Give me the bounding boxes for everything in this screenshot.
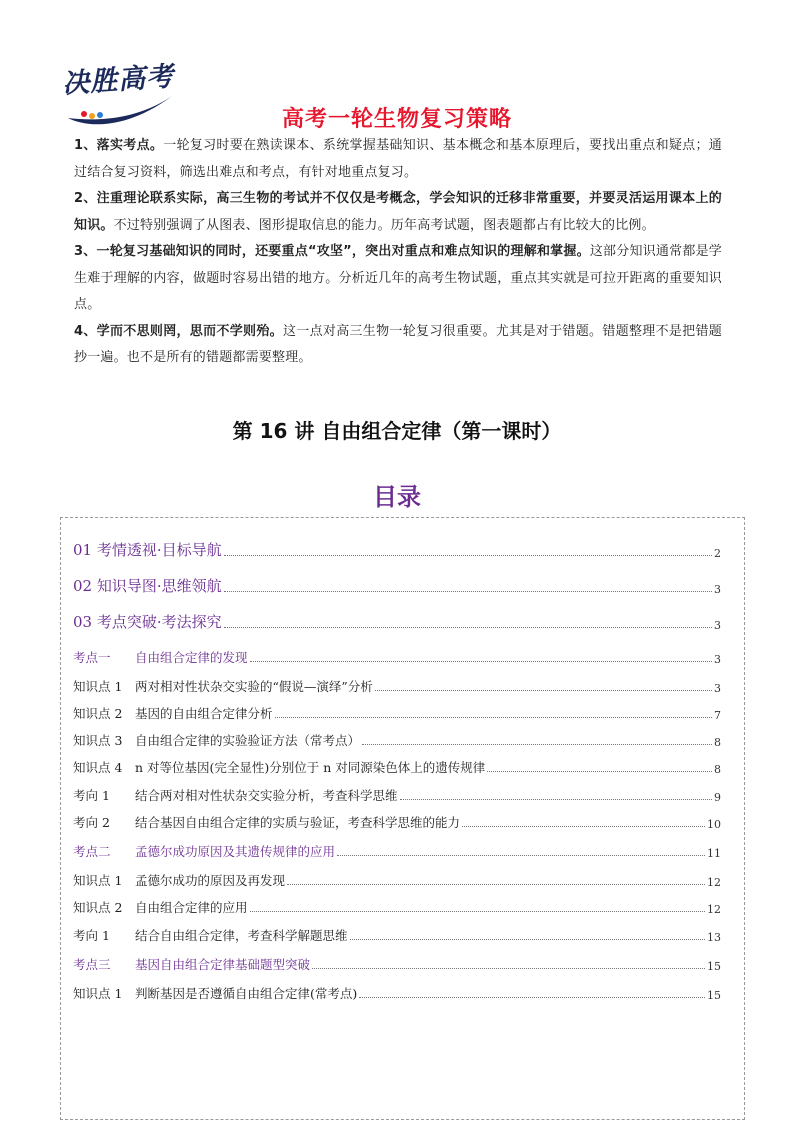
toc-leader-dots: [337, 855, 705, 856]
toc-entry-direction[interactable]: [73, 786, 721, 804]
toc-entry-knowledge[interactable]: [73, 731, 721, 749]
toc-leader-dots: [224, 591, 712, 592]
toc-entry-section[interactable]: [73, 575, 721, 596]
toc-entry-page: 3: [714, 653, 721, 666]
toc-entry-text: 孟德尔成功的原因及再发现: [135, 873, 286, 888]
toc-entry-label: [73, 758, 485, 776]
toc-entry-section[interactable]: [73, 611, 721, 632]
strategy-section: [74, 133, 722, 372]
toc-entry-knowledge[interactable]: [73, 871, 721, 889]
toc-entry-prefix: 考向 2: [73, 815, 110, 830]
toc-entry-page: 2: [714, 547, 721, 560]
toc-entry-text: 结合两对相对性状杂交实验分析，考查科学思维: [135, 788, 398, 803]
toc-entry-page: 3: [714, 682, 721, 695]
toc-entry-label: [73, 898, 248, 916]
toc-entry-label: [73, 677, 373, 695]
toc-entry-label: [73, 786, 398, 804]
toc-entry-prefix: 知识点 1: [73, 679, 123, 694]
toc-entry-label: [73, 648, 248, 666]
strategy-heading: 1、落实考点。: [74, 138, 164, 153]
toc-entry-direction[interactable]: [73, 813, 721, 831]
strategy-heading: 4、学而不思则罔，思而不学则殆。: [74, 323, 283, 339]
toc-entry-text: 基因的自由组合定律分析: [135, 706, 273, 721]
toc-leader-dots: [250, 911, 705, 912]
toc-entry-text: 结合自由组合定律，考查科学解题思维: [135, 928, 348, 943]
toc-entry-text: 两对相对性状杂交实验的“假说—演绎”分析: [135, 679, 373, 694]
toc-entry-text: 自由组合定律的实验验证方法（常考点）: [135, 733, 361, 748]
toc-entry-page: 7: [714, 709, 721, 722]
toc-leader-dots: [400, 799, 712, 800]
toc-entry-page: 3: [714, 619, 721, 632]
toc-entry-text: 孟德尔成功原因及其遗传规律的应用: [135, 844, 336, 859]
toc-entry-section[interactable]: [73, 539, 721, 560]
strategy-text: 一轮复习时要在熟读课本、系统掌握基础知识、基本概念和基本原理后，要找出重点和疑点；通过结合复习资料，筛选出难点和考点，有针对地重点复习。: [74, 138, 722, 180]
toc-entry-page: 13: [707, 931, 721, 944]
strategy-text: 这部分知识通常都是学生难于理解的内容，做题时容易出错的地方。分析近几年的高考生物试题，重点其实就是可拉开距离的重要知识点。: [74, 244, 722, 312]
toc-entry-page: 8: [714, 763, 721, 776]
toc-leader-dots: [250, 661, 712, 662]
toc-entry-text: 判断基因是否遵循自由组合定律(常考点): [135, 986, 358, 1001]
toc-entry-page: 11: [707, 847, 721, 860]
toc-leader-dots: [275, 717, 712, 718]
toc-entry-prefix: 考向 1: [73, 928, 110, 943]
toc-entry-prefix: 考点三: [73, 957, 111, 972]
toc-entry-prefix: 考点二: [73, 844, 111, 859]
page-title: 高考一轮生物复习策略: [281, 107, 512, 132]
toc-entry-prefix: 知识点 3: [73, 733, 123, 748]
toc-leader-dots: [487, 771, 712, 772]
toc-entry-knowledge[interactable]: [73, 758, 721, 776]
toc-entry-page: 3: [714, 583, 721, 596]
toc-entry-text: 基因自由组合定律基础题型突破: [135, 957, 311, 972]
toc-entry-prefix: 知识点 2: [73, 900, 123, 915]
toc-entry-label: [73, 871, 285, 889]
strategy-paragraph: [74, 239, 722, 319]
toc-leader-dots: [224, 555, 712, 556]
toc-entry-label: [73, 955, 310, 973]
toc-entry-page: 12: [707, 903, 721, 916]
strategy-paragraph: [74, 133, 722, 186]
toc-entry-exam-point[interactable]: [73, 648, 721, 666]
toc-leader-dots: [312, 968, 705, 969]
toc-entry-label: [73, 813, 460, 831]
toc-entry-direction[interactable]: [73, 926, 721, 944]
toc-entry-knowledge[interactable]: [73, 704, 721, 722]
strategy-paragraph: [74, 186, 722, 239]
toc-entry-prefix: 知识点 1: [73, 986, 123, 1001]
toc-entry-label: 03 考点突破·考法探究: [73, 613, 222, 631]
toc-entry-knowledge[interactable]: [73, 984, 721, 1002]
toc-entry-page: 8: [714, 736, 721, 749]
toc-leader-dots: [287, 884, 705, 885]
toc-entry-label: [73, 704, 273, 722]
toc-entry-text: 结合基因自由组合定律的实质与验证，考查科学思维的能力: [135, 815, 461, 830]
toc-entry-exam-point[interactable]: [73, 955, 721, 973]
toc-title: 目录: [373, 483, 421, 511]
strategy-heading: 2、注重理论联系实际，高三生物的考试并不仅仅是考概念，学会知识的迁移非常重要，并要灵活运用课本上的知识。: [74, 191, 722, 233]
toc-entry-knowledge[interactable]: [73, 898, 721, 916]
toc-entry-text: 自由组合定律的发现: [135, 650, 248, 665]
logo-text: 决胜高考: [61, 61, 176, 100]
toc-entry-prefix: 知识点 1: [73, 873, 123, 888]
toc-leader-dots: [350, 939, 705, 940]
toc-entry-prefix: 知识点 2: [73, 706, 123, 721]
toc-leader-dots: [362, 744, 712, 745]
toc-leader-dots: [462, 826, 705, 827]
toc-entry-prefix: 考点一: [73, 650, 111, 665]
toc-entry-exam-point[interactable]: [73, 842, 721, 860]
toc-entry-page: 15: [707, 989, 721, 1002]
lecture-title: 第 16 讲 自由组合定律（第一课时）: [232, 419, 562, 443]
strategy-heading: 3、一轮复习基础知识的同时，还要重点“攻坚”，突出对重点和难点知识的理解和掌握。: [74, 244, 590, 259]
toc-entry-label: [73, 842, 335, 860]
toc-leader-dots: [224, 627, 712, 628]
toc-entry-label: [73, 731, 360, 749]
strategy-text: 这一点对高三生物一轮复习很重要。尤其是对于错题。错题整理不是把错题抄一遍。也不是所有的错题都需要整理。: [74, 323, 722, 365]
toc-entry-text: 自由组合定律的应用: [135, 900, 248, 915]
toc-entry-page: 15: [707, 960, 721, 973]
toc-entry-prefix: 考向 1: [73, 788, 110, 803]
toc-entry-label: 01 考情透视·目标导航: [73, 541, 222, 559]
toc-entry-text: n 对等位基因(完全显性)分别位于 n 对同源染色体上的遗传规律: [135, 760, 486, 775]
toc-leader-dots: [375, 690, 712, 691]
toc-entry-label: 02 知识导图·思维领航: [73, 577, 222, 595]
toc-entry-page: 9: [714, 791, 721, 804]
toc-entry-page: 12: [707, 876, 721, 889]
toc-entry-label: [73, 984, 357, 1002]
toc-entry-label: [73, 926, 348, 944]
toc-entry-page: 10: [707, 818, 721, 831]
toc-leader-dots: [359, 997, 705, 998]
strategy-paragraph: [74, 319, 722, 372]
toc-entry-prefix: 知识点 4: [73, 760, 123, 775]
strategy-text: 不过特别强调了从图表、图形提取信息的能力。历年高考试题，图表题都占有比较大的比例。: [113, 217, 655, 233]
toc-entry-knowledge[interactable]: [73, 677, 721, 695]
